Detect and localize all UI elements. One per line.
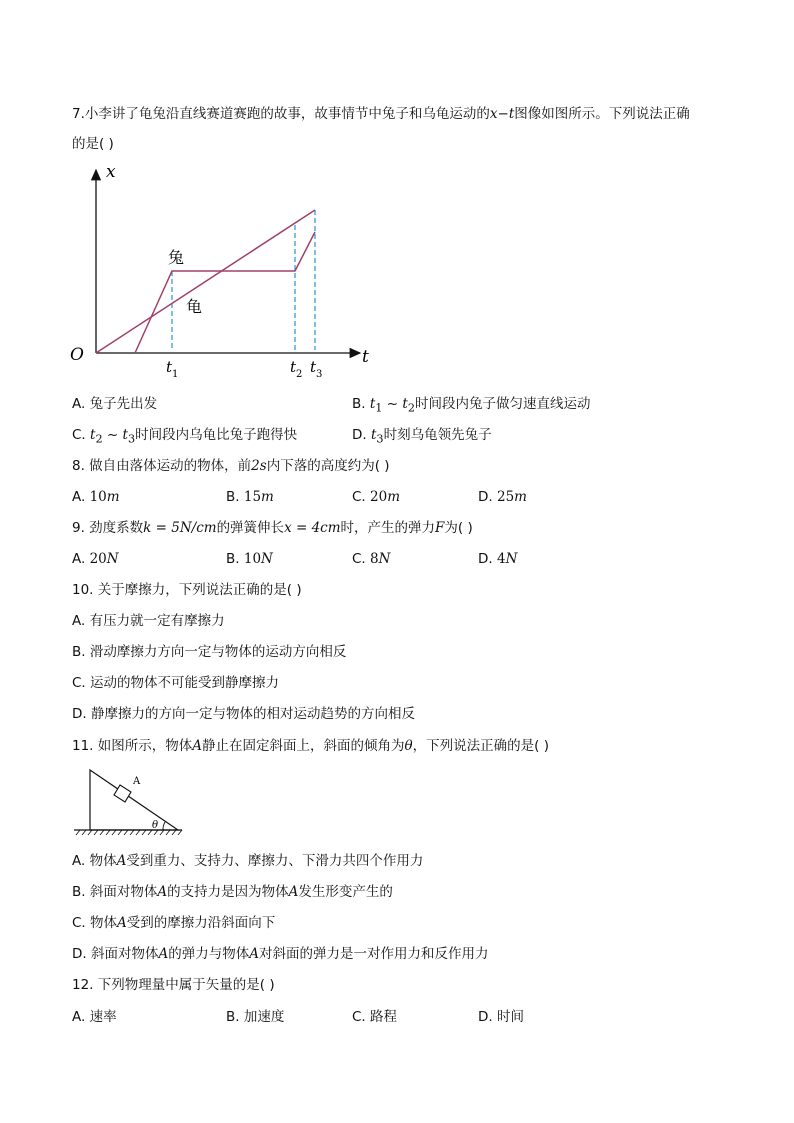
q7-stem-line2: 的是( ) — [72, 136, 114, 152]
q11-stem: 11. 如图所示，物体A静止在固定斜面上，斜面的倾角为θ，下列说法正确的是( ) — [72, 738, 549, 754]
tick-t2 — [290, 358, 302, 380]
q7-option-d[interactable]: D. $t_3$时刻乌龟领先兔子 — [352, 427, 492, 446]
q8-option-c[interactable]: C. 20m — [352, 489, 401, 505]
q9-option-a[interactable]: A. 20N — [72, 551, 119, 567]
q10-option-c[interactable]: C. 运动的物体不可能受到静摩擦力 — [72, 675, 280, 691]
turtle-label: 龟 — [186, 297, 203, 316]
q9-option-c[interactable]: C. 8N — [352, 551, 391, 567]
q11-option-a[interactable]: A. 物体A受到重力、支持力、摩擦力、下滑力共四个作用力 — [72, 853, 424, 869]
q10-stem: 10. 关于摩擦力，下列说法正确的是( ) — [72, 582, 302, 598]
q12-option-a[interactable]: A. 速率 — [72, 1009, 117, 1025]
q9-option-b[interactable]: B. 10N — [226, 551, 273, 567]
ground-hatch — [76, 830, 182, 835]
q8-stem: 8. 做自由落体运动的物体，前2s内下落的高度约为( ) — [72, 458, 390, 474]
angle-arc — [163, 822, 165, 830]
q12-stem: 12. 下列物理量中属于矢量的是( ) — [72, 977, 275, 993]
q9-stem: 9. 劲度系数k = 5N/cm的弹簧伸长x = 4cm时，产生的弹力F为( ) — [72, 520, 473, 536]
svg-text:3: 3 — [316, 369, 323, 380]
q7-stem: 7.小李讲了龟兔沿直线赛道赛跑的故事，故事情节中兔子和乌龟运动的x−t图像如图所示。下列说法正确 — [72, 106, 690, 122]
q7-option-b[interactable]: B. $t_1$ ~ $t_2$时间段内兔子做匀速直线运动 — [352, 396, 591, 415]
tick-t1 — [166, 358, 178, 380]
q7-number: 7. — [72, 106, 85, 122]
origin-label: O — [70, 345, 84, 365]
q10-option-b[interactable]: B. 滑动摩擦力方向一定与物体的运动方向相反 — [72, 644, 347, 660]
q8-option-d[interactable]: D. 25m — [478, 489, 527, 505]
svg-text:2: 2 — [296, 369, 303, 380]
rabbit-line — [135, 232, 315, 353]
x-axis-label: t — [362, 347, 369, 367]
q11-option-b[interactable]: B. 斜面对物体A的支持力是因为物体A发生形变产生的 — [72, 884, 393, 900]
incline-figure — [70, 762, 190, 840]
svg-text:t: t — [310, 358, 317, 376]
q8-option-b[interactable]: B. 15m — [226, 489, 274, 505]
q11-option-d[interactable]: D. 斜面对物体A的弹力与物体A对斜面的弹力是一对作用力和反作用力 — [72, 946, 489, 962]
turtle-line — [96, 210, 315, 353]
q10-option-d[interactable]: D. 静摩擦力的方向一定与物体的相对运动趋势的方向相反 — [72, 706, 415, 722]
q11-option-c[interactable]: C. 物体A受到的摩擦力沿斜面向下 — [72, 915, 276, 931]
q10-option-a[interactable]: A. 有压力就一定有摩擦力 — [72, 613, 225, 629]
q12-option-d[interactable]: D. 时间 — [478, 1009, 524, 1025]
q9-option-d[interactable]: D. 4N — [478, 551, 518, 567]
q8-option-a[interactable]: A. 10m — [72, 489, 120, 505]
block-a-label: A — [133, 776, 141, 787]
svg-text:t: t — [290, 358, 297, 376]
q12-option-b[interactable]: B. 加速度 — [226, 1009, 285, 1025]
tick-t3 — [310, 358, 322, 380]
q12-option-c[interactable]: C. 路程 — [352, 1009, 398, 1025]
q7-option-c[interactable]: C. $t_2$ ~ $t_3$时间段内乌龟比兔子跑得快 — [72, 427, 298, 446]
q7-option-a[interactable]: A. 兔子先出发 — [72, 396, 158, 412]
xt-graph — [60, 158, 390, 388]
y-axis-label: x — [106, 162, 116, 182]
rabbit-label: 兔 — [168, 248, 185, 267]
svg-text:t: t — [166, 358, 173, 376]
angle-theta-label: θ — [152, 820, 159, 831]
svg-text:1: 1 — [172, 369, 179, 380]
